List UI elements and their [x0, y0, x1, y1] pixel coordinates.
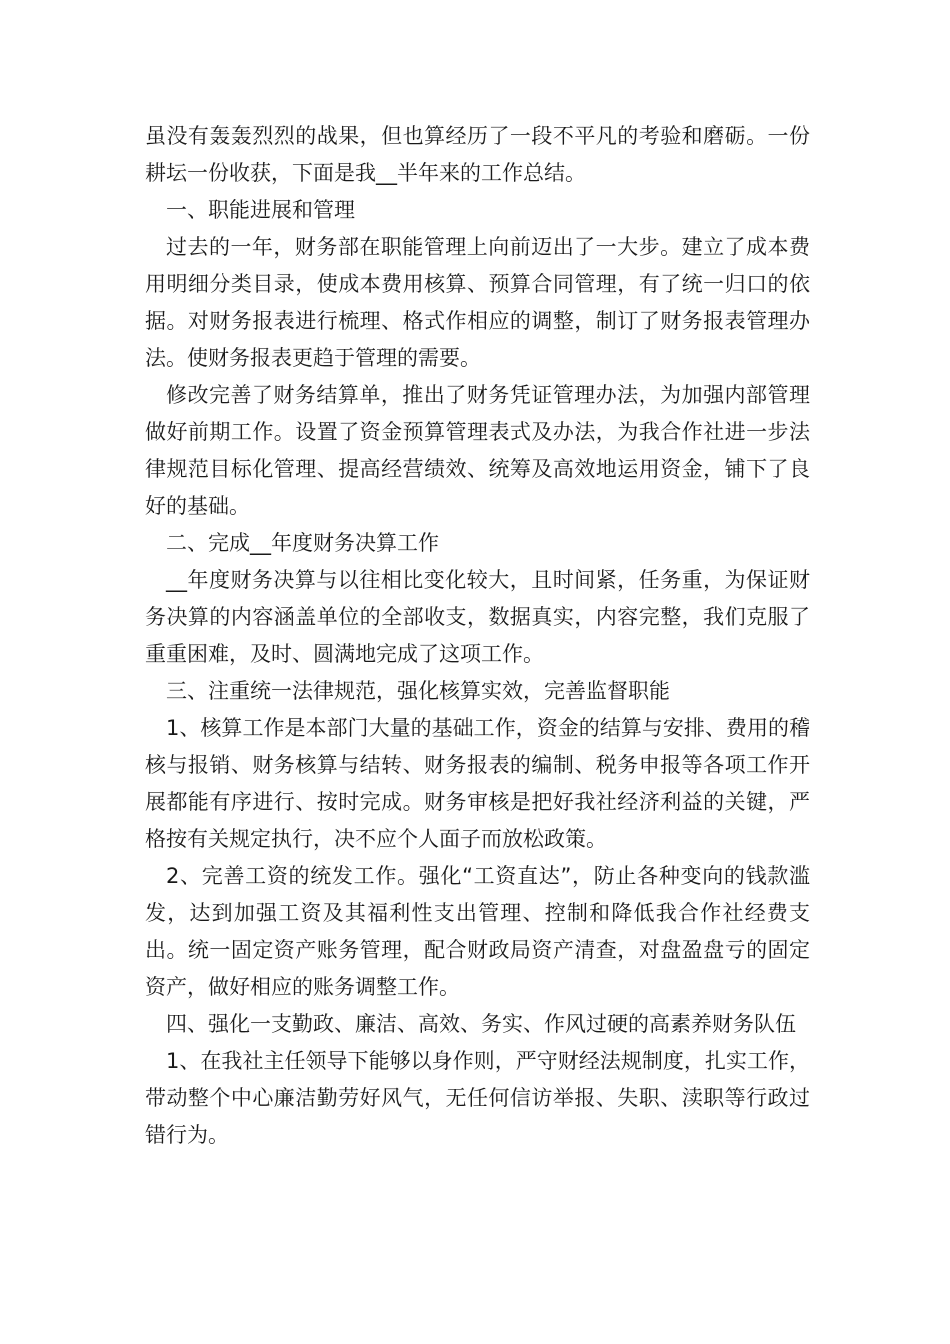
intro-paragraph: 虽没有轰轰烈烈的战果，但也算经历了一段不平凡的考验和磨砺。一份耕坛一份收获，下面是我__半年来的工作总结。: [145, 124, 810, 185]
section-heading-4: 四、强化一支勤政、廉洁、高效、务实、作风过硬的高素养财务队伍: [166, 1012, 796, 1036]
body-paragraph: 1、核算工作是本部门大量的基础工作，资金的结算与安排、费用的稽核与报销、财务核算与结转、财务报表的编制、税务申报等各项工作开展都能有序进行、按时完成。财务审核是把好我社经济利益的关键，严格按有关规定执行，决不应个人面子而放松政策。: [145, 716, 810, 851]
section-heading-2: 二、完成__年度财务决算工作: [166, 531, 439, 555]
body-paragraph: 1、在我社主任领导下能够以身作则，严守财经法规制度，扎实工作，带动整个中心廉洁勤劳好风气，无任何信访举报、失职、渎职等行政过错行为。: [145, 1049, 810, 1147]
section-heading-3: 三、注重统一法律规范，强化核算实效，完善监督职能: [166, 679, 670, 703]
document-body: [145, 118, 810, 1154]
section-heading-1: 一、职能进展和管理: [166, 198, 355, 222]
body-paragraph: __年度财务决算与以往相比变化较大，且时间紧，任务重，为保证财务决算的内容涵盖单位的全部收支，数据真实，内容完整，我们克服了重重困难，及时、圆满地完成了这项工作。: [145, 568, 810, 666]
body-paragraph: 修改完善了财务结算单，推出了财务凭证管理办法，为加强内部管理做好前期工作。设置了资金预算管理表式及办法，为我合作社进一步法律规范目标化管理、提高经营绩效、统筹及高效地运用资金，铺下了良好的基础。: [145, 383, 810, 518]
body-paragraph: 过去的一年，财务部在职能管理上向前迈出了一大步。建立了成本费用明细分类目录，使成本费用核算、预算合同管理，有了统一归口的依据。对财务报表进行梳理、格式作相应的调整，制订了财务报表管理办法。使财务报表更趋于管理的需要。: [145, 235, 810, 370]
body-paragraph: 2、完善工资的统发工作。强化“工资直达”，防止各种变向的钱款滥发，达到加强工资及其福利性支出管理、控制和降低我合作社经费支出。统一固定资产账务管理，配合财政局资产清查，对盘盈盘亏的固定资产，做好相应的账务调整工作。: [145, 864, 810, 999]
